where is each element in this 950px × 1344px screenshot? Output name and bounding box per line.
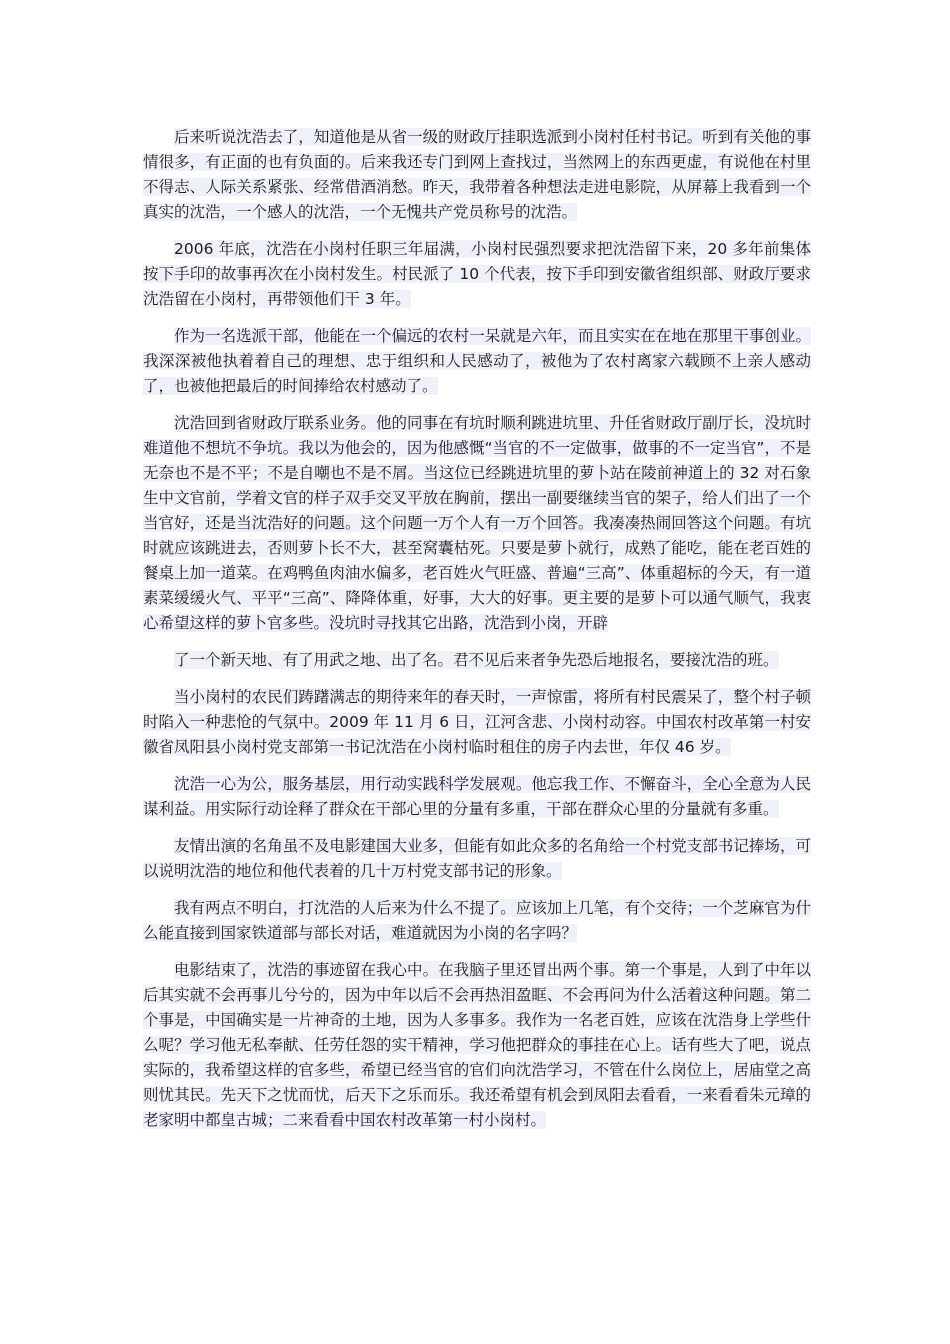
- paragraph-10-text: 电影结束了，沈浩的事迹留在我心中。在我脑子里还冒出两个事。第一个事是，人到了中年以后其实就不会再事儿兮兮的，因为中年以后不会再热泪盈眶、不会再问为什么活着这种问题。第二个事是，中国确实是一片神奇的土地，因为人多事多。我作为一名老百姓，应该在沈浩身上学些什么呢？学习他无私奉献、任劳任怨的实干精神，学习他把群众的事挂在心上。话有些大了吧，说点实际的，我希望这样的官多些，希望已经当官的官们向沈浩学习，不管在什么岗位上，居庙堂之高则忧其民。先天下之忧而忧，后天下之乐而乐。我还希望有机会到凤阳去看看，一来看看朱元璋的老家明中都皇古城；二来看看中国农村改革第一村小岗村。: [143, 961, 811, 1129]
- paragraph-6-text: 当小岗村的农民们踌躇满志的期待来年的春天时，一声惊雷，将所有村民震呆了，整个村子顿时陷入一种悲怆的气氛中。2009 年 11 月 6 日，江河含悲、小岗村动容。中国农村改革第一村安徽省凤阳县小岗村党支部第一书记沈浩在小岗村临时租住的房子内去世，年仅 46 岁。: [143, 688, 811, 756]
- paragraph-3: [143, 324, 811, 399]
- paragraph-9-text: 我有两点不明白，打沈浩的人后来为什么不提了。应该加上几笔，有个交待；一个芝麻官为什么能直接到国家铁道部与部长对话，难道就因为小岗的名字吗？: [143, 899, 811, 942]
- document-page: [143, 125, 811, 1145]
- paragraph-7: [143, 772, 811, 822]
- paragraph-3-text: 作为一名选派干部，他能在一个偏远的农村一呆就是六年，而且实实在在地在那里干事创业。我深深被他执着着自己的理想、忠于组织和人民感动了，被他为了农村离家六载顾不上亲人感动了，也被他把最后的时间捧给农村感动了。: [143, 327, 811, 395]
- paragraph-5-text: 了一个新天地、有了用武之地、出了名。君不见后来者争先恐后地报名，要接沈浩的班。: [174, 651, 779, 669]
- paragraph-8: [143, 834, 811, 884]
- paragraph-5: [143, 648, 811, 673]
- paragraph-4-text: 沈浩回到省财政厅联系业务。他的同事在有坑时顺利跳进坑里、升任省财政厅副厅长，没坑时难道他不想坑不争坑。我以为他会的，因为他感慨“当官的不一定做事，做事的不一定当官”，不是无奈也不是不平；不是自嘲也不是不屑。当这位已经跳进坑里的萝卜站在陵前神道上的 32 对石象生中文官前，学着文官的样子双手交叉平放在胸前，摆出一副要继续当官的架子，给人们出了一个当官好，还是当沈浩好的问题。这个问题一万个人有一万个回答。我凑凑热闹回答这个问题。有坑时就应该跳进去，否则萝卜长不大，甚至窝囊枯死。只要是萝卜就行，成熟了能吃，能在老百姓的餐桌上加一道菜。在鸡鸭鱼肉油水偏多，老百姓火气旺盛、普遍“三高”、体重超标的今天，有一道素菜缓缓火气、平平“三高”、降降体重，好事，大大的好事。更主要的是萝卜可以通气顺气，我衷心希望这样的萝卜官多些。没坑时寻找其它出路，沈浩到小岗，开辟: [143, 414, 811, 632]
- paragraph-6: [143, 685, 811, 760]
- paragraph-2: [143, 237, 811, 312]
- paragraph-8-text: 友情出演的名角虽不及电影建国大业多，但能有如此众多的名角给一个村党支部书记捧场，可以说明沈浩的地位和他代表着的几十万村党支部书记的形象。: [143, 837, 811, 880]
- paragraph-1: [143, 125, 811, 225]
- paragraph-7-text: 沈浩一心为公，服务基层，用行动实践科学发展观。他忘我工作、不懈奋斗，全心全意为人民谋利益。用实际行动诠释了群众在干部心里的分量有多重，干部在群众心里的分量就有多重。: [143, 775, 811, 818]
- paragraph-4: [143, 411, 811, 636]
- paragraph-9: [143, 896, 811, 946]
- paragraph-10: [143, 958, 811, 1133]
- paragraph-1-text: 后来听说沈浩去了，知道他是从省一级的财政厅挂职选派到小岗村任村书记。听到有关他的事情很多，有正面的也有负面的。后来我还专门到网上查找过，当然网上的东西更虚，有说他在村里不得志、人际关系紧张、经常借酒消愁。昨天，我带着各种想法走进电影院，从屏幕上我看到一个真实的沈浩，一个感人的沈浩，一个无愧共产党员称号的沈浩。: [143, 128, 811, 221]
- paragraph-2-text: 2006 年底，沈浩在小岗村任职三年届满，小岗村民强烈要求把沈浩留下来，20 多年前集体按下手印的故事再次在小岗村发生。村民派了 10 个代表，按下手印到安徽省组织部、财政厅要求沈浩留在小岗村，再带领他们干 3 年。: [143, 240, 811, 308]
